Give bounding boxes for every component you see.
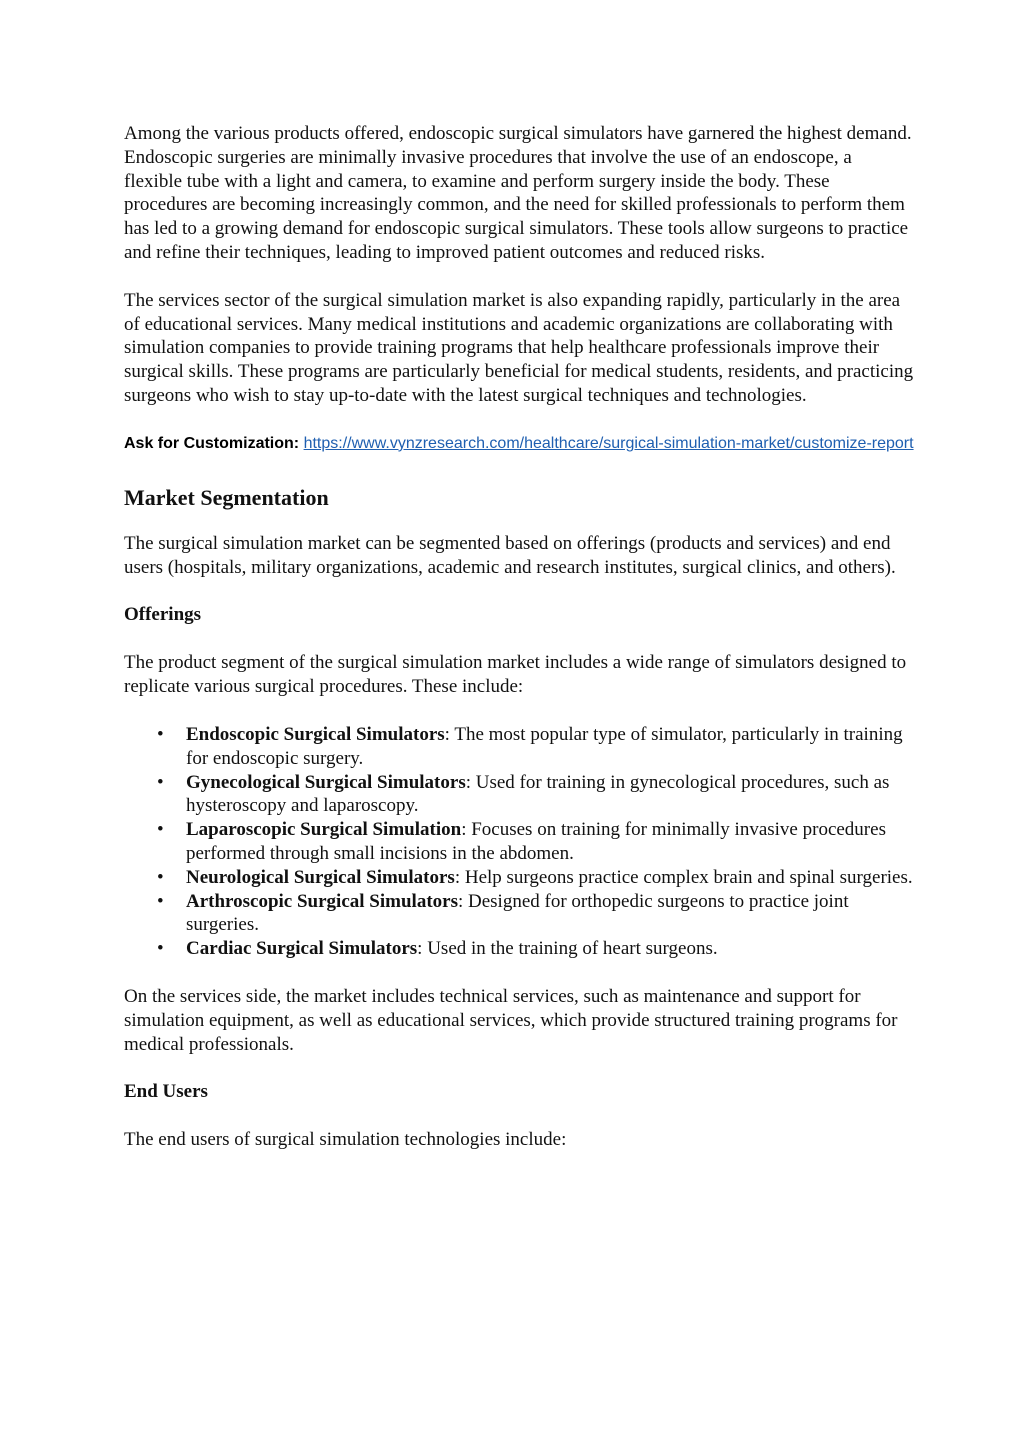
list-item bbox=[124, 723, 914, 771]
list-item-desc: : Used for training in gynecological procedures, such as hysteroscopy and laparoscopy. bbox=[186, 771, 890, 817]
list-item-term: Laparoscopic Surgical Simulation bbox=[186, 819, 462, 841]
paragraph-services-sector: The services sector of the surgical simulation market is also expanding rapidly, particularly in the area of educational services. Many medical institutions and academic organizations are collaborating with simulation companies to provide training programs that help healthcare professionals improve their surgical skills. These programs are particularly beneficial for medical students, residents, and practicing surgeons who wish to stay up-to-date with the latest surgical techniques and technologies. bbox=[124, 289, 914, 406]
list-item-term: Gynecological Surgical Simulators bbox=[186, 771, 466, 793]
list-item bbox=[124, 937, 914, 961]
list-item-term: Endoscopic Surgical Simulators bbox=[186, 723, 445, 745]
list-item-desc: : Designed for orthopedic surgeons to practice joint surgeries. bbox=[186, 890, 849, 936]
list-item-desc: : Focuses on training for minimally invasive procedures performed through small incisions in the abdomen. bbox=[186, 819, 886, 864]
offerings-intro: The product segment of the surgical simulation market includes a wide range of simulators designed to replicate various surgical procedures. These include: bbox=[124, 652, 907, 698]
simulator-list bbox=[124, 723, 914, 961]
list-item-term: Arthroscopic Surgical Simulators bbox=[186, 890, 458, 912]
bullet-icon: • bbox=[157, 938, 164, 960]
bullet-icon: • bbox=[157, 723, 164, 745]
list-item-term: Cardiac Surgical Simulators bbox=[186, 938, 418, 960]
bullet-icon: • bbox=[157, 866, 164, 888]
list-item-desc: : Help surgeons practice complex brain and spinal surgeries. bbox=[454, 866, 913, 888]
paragraph-endoscopic-demand: Among the various products offered, endoscopic surgical simulators have garnered the highest demand. Endoscopic surgeries are minimally invasive procedures that involve the use of an endoscope, a flexible tube with a light and camera, to examine and perform surgery inside the body. These procedures are becoming increasingly common, and the need for skilled professionals to perform them has led to a growing demand for endoscopic surgical simulators. These tools allow surgeons to practice and refine their techniques, leading to improved patient outcomes and reduced risks. bbox=[124, 123, 912, 263]
list-item bbox=[124, 890, 914, 938]
segmentation-intro: The surgical simulation market can be segmented based on offerings (products and services) and end users (hospitals, military organizations, academic and research institutes, surgical clinics, and others). bbox=[124, 532, 896, 578]
customization-link[interactable]: https://www.vynzresearch.com/healthcare/surgical-simulation-market/customize-report bbox=[303, 434, 914, 452]
bullet-icon: • bbox=[157, 771, 164, 793]
list-item-desc: : Used in the training of heart surgeons. bbox=[417, 938, 718, 960]
list-item bbox=[124, 818, 914, 866]
list-item-desc: : The most popular type of simulator, particularly in training for endoscopic surgery. bbox=[186, 723, 903, 769]
list-item bbox=[124, 771, 914, 819]
services-paragraph: On the services side, the market includes technical services, such as maintenance and support for simulation equipment, as well as educational services, which provide structured training programs for medical professionals. bbox=[124, 985, 898, 1055]
end-users-heading: End Users bbox=[124, 1081, 208, 1103]
bullet-icon: • bbox=[157, 890, 164, 912]
market-segmentation-heading: Market Segmentation bbox=[124, 484, 329, 510]
list-item bbox=[124, 866, 914, 890]
list-item-term: Neurological Surgical Simulators bbox=[186, 866, 455, 888]
document-page bbox=[124, 122, 914, 1176]
bullet-icon: • bbox=[157, 819, 164, 841]
offerings-heading: Offerings bbox=[124, 604, 202, 626]
customization-label: Ask for Customization: bbox=[124, 434, 300, 452]
customization-line bbox=[124, 432, 914, 456]
end-users-intro: The end users of surgical simulation technologies include: bbox=[124, 1129, 567, 1151]
